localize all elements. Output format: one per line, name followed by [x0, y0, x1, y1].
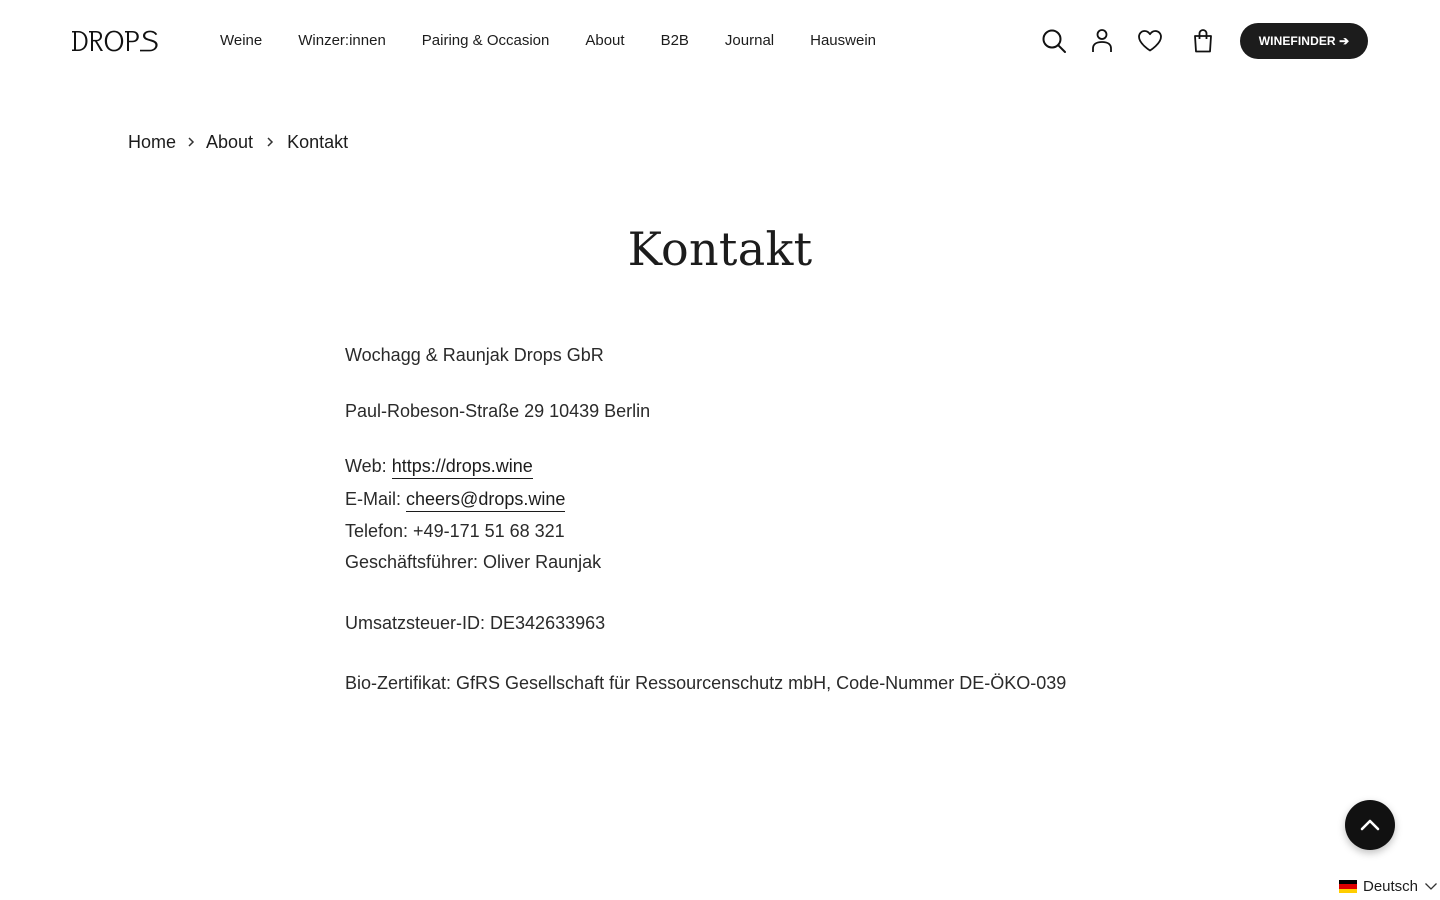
- web-line: [345, 452, 533, 480]
- cart-icon: [1192, 28, 1214, 54]
- vat-id: Umsatzsteuer-ID: DE342633963: [345, 613, 606, 633]
- email-label: E-Mail:: [345, 489, 407, 509]
- cart-button[interactable]: [1189, 27, 1217, 55]
- chevron-right-icon: [253, 136, 287, 148]
- phone-number: Telefon: +49-171 51 68 321: [345, 521, 565, 541]
- bio-certificate: Bio-Zertifikat: GfRS Gesellschaft für Ressourcenschutz mbH, Code-Nummer DE-ÖKO-039: [345, 673, 1067, 693]
- wishlist-button[interactable]: [1136, 27, 1164, 55]
- account-button[interactable]: [1088, 27, 1116, 55]
- managing-director: Geschäftsführer: Oliver Raunjak: [345, 552, 602, 572]
- company-address: Paul-Robeson-Straße 29 10439 Berlin: [345, 401, 651, 421]
- company-name: Wochagg & Raunjak Drops GbR: [345, 345, 604, 365]
- main-nav: [220, 31, 912, 51]
- breadcrumb-about[interactable]: About: [206, 132, 254, 152]
- breadcrumb-home[interactable]: Home: [128, 132, 177, 152]
- back-to-top-button[interactable]: [1345, 800, 1395, 850]
- website-link[interactable]: https://drops.wine: [392, 456, 533, 479]
- search-icon: [1041, 28, 1067, 54]
- page-title: Kontakt: [627, 222, 813, 276]
- nav-item-pairing-occasion[interactable]: Pairing & Occasion: [421, 32, 550, 49]
- web-label: Web:: [345, 456, 392, 476]
- site-header: [0, 0, 1440, 82]
- nav-item-winzerinnen[interactable]: Winzer:innen: [298, 32, 386, 49]
- nav-item-hauswein[interactable]: Hauswein: [810, 32, 876, 49]
- search-button[interactable]: [1040, 27, 1068, 55]
- breadcrumb-current: Kontakt: [287, 132, 349, 152]
- language-selector[interactable]: [1339, 878, 1438, 895]
- drops-logo[interactable]: [72, 27, 160, 55]
- chevron-right-icon: [176, 136, 206, 148]
- language-label: Deutsch: [1363, 878, 1419, 895]
- nav-item-about[interactable]: About: [585, 32, 625, 49]
- chevron-down-icon: [1424, 882, 1438, 891]
- nav-item-weine[interactable]: Weine: [220, 32, 263, 49]
- email-link[interactable]: cheers@drops.wine: [406, 489, 565, 512]
- winefinder-button[interactable]: WINEFINDER ➔: [1240, 23, 1368, 59]
- header-icons: [1040, 27, 1217, 55]
- breadcrumb: [128, 131, 348, 153]
- drops-logo-mark: [72, 27, 160, 55]
- nav-item-journal[interactable]: Journal: [724, 32, 775, 49]
- german-flag-icon: [1339, 880, 1357, 893]
- email-line: [345, 485, 565, 513]
- account-icon: [1090, 28, 1114, 54]
- heart-icon: [1137, 29, 1163, 53]
- nav-item-b2b[interactable]: B2B: [660, 32, 689, 49]
- chevron-up-icon: [1359, 818, 1381, 832]
